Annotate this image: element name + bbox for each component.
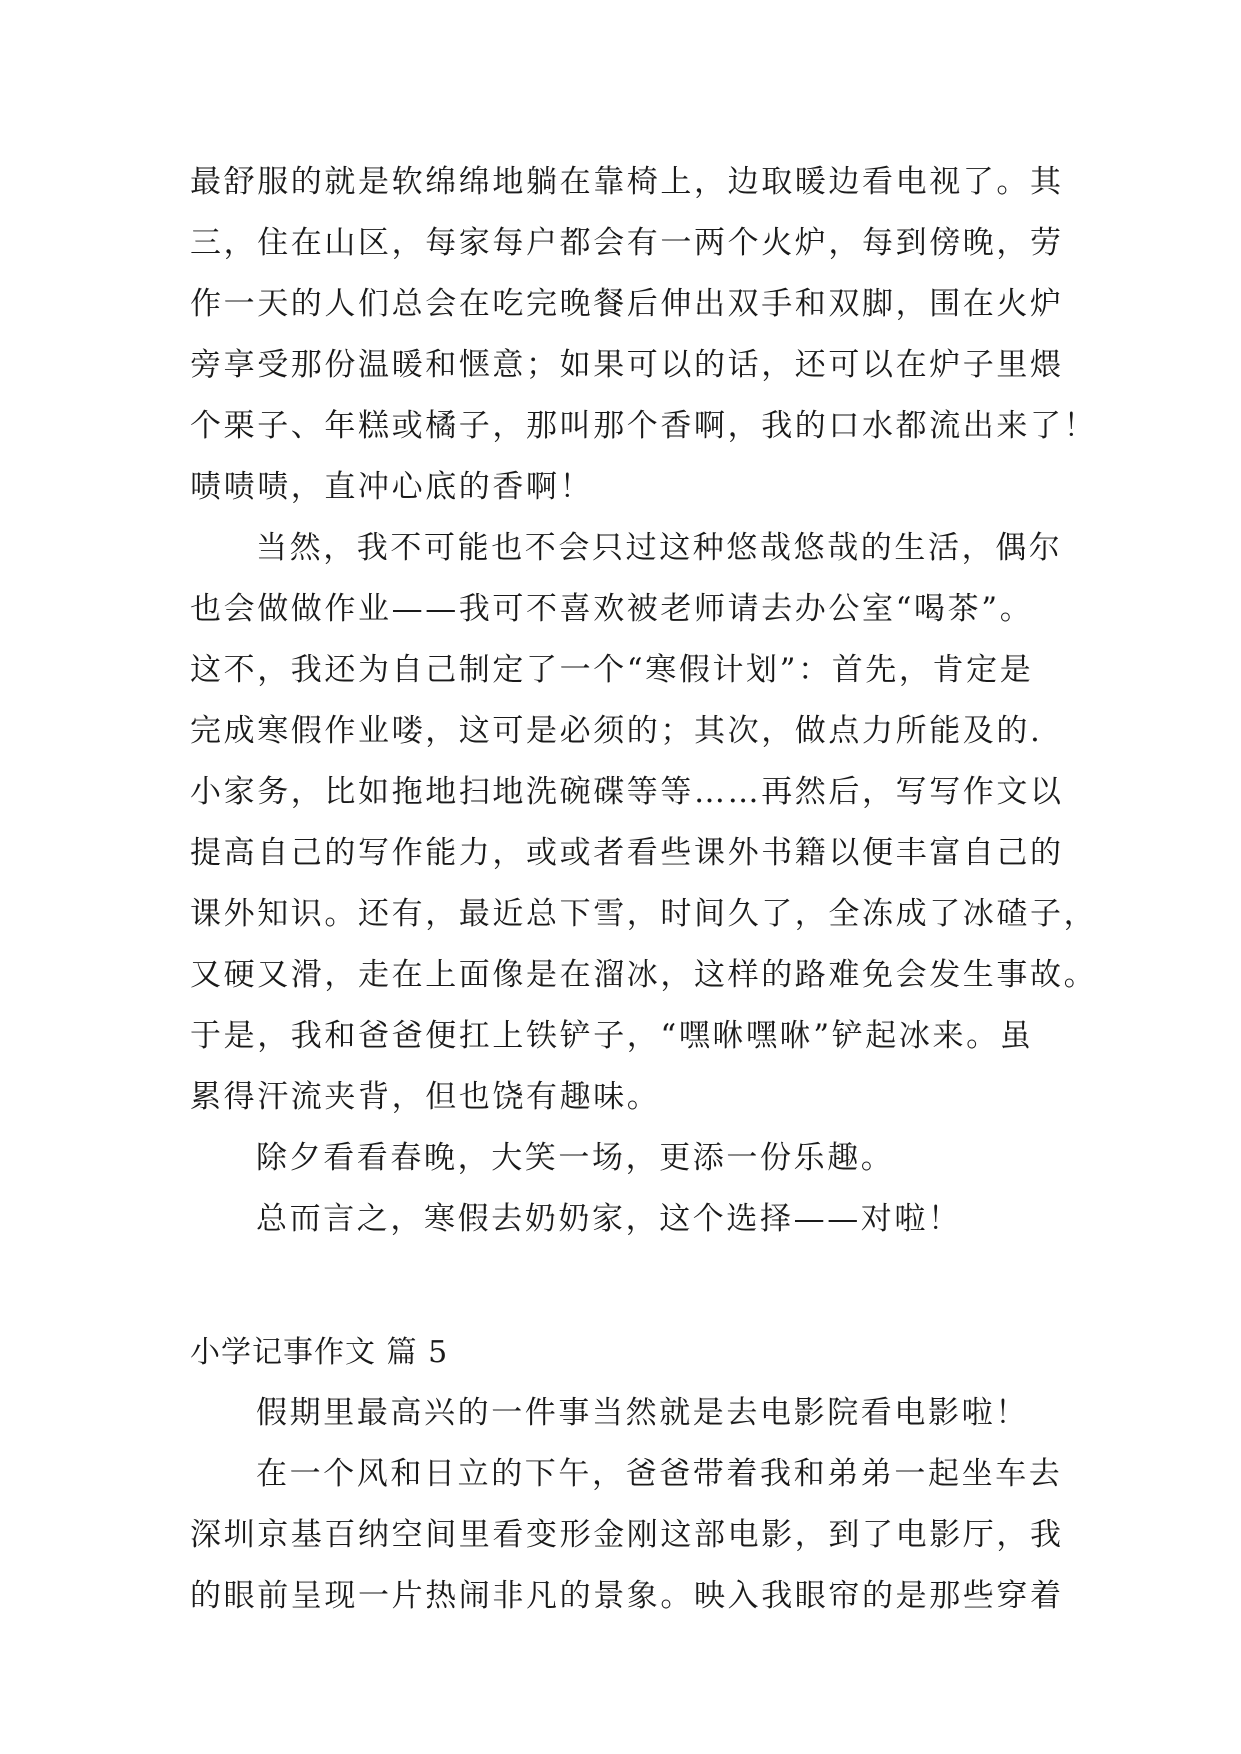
text-line: 在一个风和日立的下午，爸爸带着我和弟弟一起坐车去 [256, 1456, 1063, 1492]
text-line: 个栗子、年糕或橘子，那叫那个香啊，我的口水都流出来了！ [190, 408, 1098, 444]
text-line: 完成寒假作业喽，这可是必须的；其次，做点力所能及的. [190, 713, 1043, 749]
text-line: 旁享受那份温暖和惬意；如果可以的话，还可以在炉子里煨 [190, 347, 1064, 383]
text-line: 课外知识。还有，最近总下雪，时间久了，全冻成了冰碴子， [190, 896, 1098, 932]
text-line: 三，住在山区，每家每户都会有一两个火炉，每到傍晚，劳 [190, 225, 1064, 261]
text-line: 这不，我还为自己制定了一个“寒假计划”：首先，肯定是 [190, 652, 1034, 688]
text-line: 小家务，比如拖地扫地洗碗碟等等……再然后，写写作文以 [190, 774, 1064, 810]
text-line: 也会做做作业——我可不喜欢被老师请去办公室“喝茶”。 [190, 591, 1034, 627]
section-title: 小学记事作文 篇 5 [190, 1335, 449, 1370]
paragraph-winter-plan [190, 518, 1098, 1128]
text-line: 深圳京基百纳空间里看变形金刚这部电影，到了电影厅，我 [190, 1517, 1064, 1553]
text-line: 啧啧啧，直冲心底的香啊！ [190, 469, 594, 505]
text-line: 作一天的人们总会在吃完晚餐后伸出双手和双脚，围在火炉 [190, 286, 1064, 322]
paragraph-movie-intro [190, 1383, 1050, 1444]
document-page [190, 152, 1098, 1627]
text-line: 于是，我和爸爸便扛上铁铲子，“嘿咻嘿咻”铲起冰来。虽 [190, 1018, 1034, 1054]
paragraph-conclusion [190, 1189, 1050, 1250]
paragraph-spring-gala [190, 1128, 1050, 1189]
text-line: 提高自己的写作能力，或或者看些课外书籍以便丰富自己的 [190, 835, 1064, 871]
section-spacer [190, 1250, 1050, 1322]
text-line: 假期里最高兴的一件事当然就是去电影院看电影啦！ [256, 1395, 1029, 1431]
text-line: 除夕看看春晚，大笑一场，更添一份乐趣。 [256, 1140, 895, 1176]
text-line: 当然，我不可能也不会只过这种悠哉悠哉的生活，偶尔 [256, 530, 1063, 566]
text-line: 累得汗流夹背，但也饶有趣味。 [190, 1079, 661, 1115]
text-line: 总而言之，寒假去奶奶家，这个选择——对啦！ [256, 1201, 962, 1237]
paragraph-winter-fun [190, 152, 1098, 518]
text-line: 的眼前呈现一片热闹非凡的景象。映入我眼帘的是那些穿着 [190, 1578, 1064, 1614]
text-line: 又硬又滑，走在上面像是在溜冰，这样的路难免会发生事故。 [190, 957, 1098, 993]
text-line: 最舒服的就是软绵绵地躺在靠椅上，边取暖边看电视了。其 [190, 164, 1064, 200]
paragraph-movie-story [190, 1444, 1064, 1627]
